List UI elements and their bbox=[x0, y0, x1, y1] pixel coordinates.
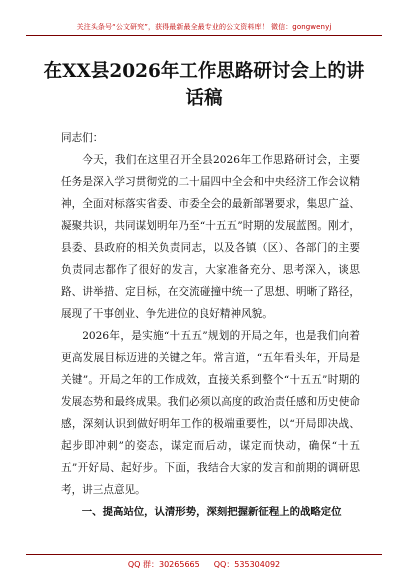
footer-qq: QQ：535304092 bbox=[213, 560, 281, 569]
paragraph-intro: 今天，我们在这里召开全县2026年工作思路研讨会，主要任务是深入学习贯彻党的二十届四中全会和中央经济工作会议精神，全面对标落实省委、市委全会的最新部署要求，集思广益、凝聚共识，共同谋划明年乃至“十五五”时期的发展蓝图。刚才，县委、县政府的相关负责同志，以及各镇（区）、各部门的主要负责同志都作了很好的发言，大家准备充分、思考深入，谈思路、讲举措、定目标，在交流碰撞中统一了思想、明晰了路径，展现了干事创业、争先进位的良好精神风貌。 bbox=[61, 154, 360, 320]
section-heading: 一、提高站位，认清形势，深刻把握新征程上的战略定位 bbox=[81, 506, 342, 518]
paragraph-2026: 2026年，是实施“十五五”规划的开局之年，也是我们向着更高发展目标迈进的关键之年。常言道，“五年看头年，开局是关键”。开局之年的工作成效，直接关系到整个“十五五”时期的发展态势和最终成果。我们必须以高度的政治责任感和历史使命感，深刻认识到做好明年工作的极端重要性，以“开局即决战、起步即冲刺”的姿态，谋定而后动，谋定而快动，确保“十五五”开好局、起好步。下面，我结合大家的发言和前期的调研思考，讲三点意见。 bbox=[61, 330, 360, 496]
document-body bbox=[61, 127, 360, 523]
footer-divider bbox=[26, 554, 382, 555]
header-banner: 关注头条号“公文研究”，获得最新最全最专业的公文资料库！ 微信：gongwenyj bbox=[76, 23, 332, 31]
footer-qq-group: QQ 群：30265665 bbox=[127, 560, 200, 569]
header-divider bbox=[26, 35, 382, 36]
footer bbox=[0, 559, 408, 570]
document-title: 在XX县2026年工作思路研讨会上的讲话稿 bbox=[43, 61, 365, 109]
salutation: 同志们： bbox=[61, 132, 104, 144]
